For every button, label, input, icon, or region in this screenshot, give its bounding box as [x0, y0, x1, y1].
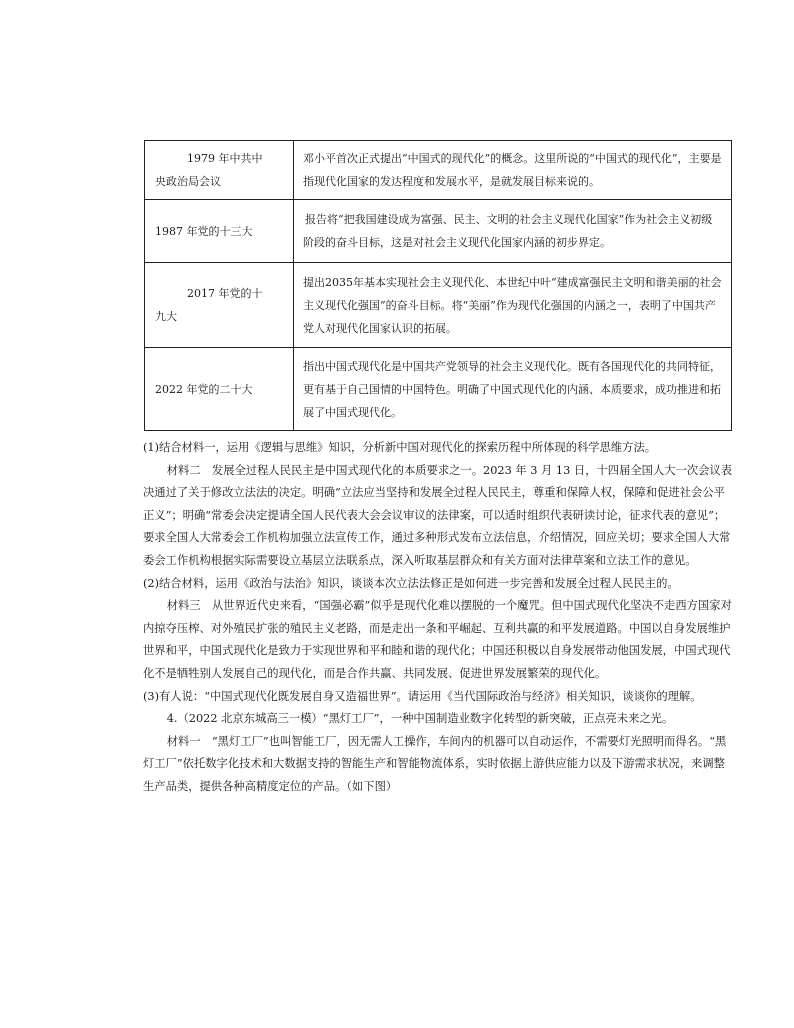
history-table	[144, 140, 732, 431]
table-cell-desc: 指出中国式现代化是中国共产党领导的社会主义现代化。既有各国现代化的共同特征，更有基于自己国情的中国特色。明确了中国式现代化的内涵、本质要求，成功推进和拓展了中国式现代化。	[294, 348, 732, 431]
desc-text: 报告将“把我国建设成为富强、民主、文明的社会主义现代化国家”作为社会主义初级阶段的奋斗目标，这是对社会主义现代化国家内涵的初步界定。	[303, 213, 713, 249]
time-line2: 九大	[155, 310, 177, 323]
material-3: 材料三 从世界近代史来看，“国强必霸”似乎是现代化难以摆脱的一个魔咒。但中国式现代化坚决不走西方国家对内掠夺压榨、对外殖民扩张的殖民主义老路，而是走出一条和平崛起、互利共赢的和平发展道路。中国以自身发展维护世界和平，中国式现代化是致力于实现世界和平和睦和谐的现代化；中国还积极以自身发展带动他国发展，中国式现代化不是牺牲别人发展自己的现代化，而是合作共赢、共同发展、促进世界发展繁荣的现代化。	[143, 599, 732, 680]
question-3: (3)有人说：“中国式现代化既发展自身又造福世界”。请运用《当代国际政治与经济》相关知识，谈谈你的理解。	[143, 689, 702, 703]
question-body	[143, 437, 735, 799]
table-row	[145, 200, 732, 263]
table-row	[145, 263, 732, 348]
table-row	[145, 348, 732, 431]
material-2: 材料二 发展全过程人民民主是中国式现代化的本质要求之一。2023 年 3 月 13 日，十四届全国人大一次会议表决通过了关于修改立法法的决定。明确“立法应当坚持和发展全过程人民民主，尊重和保障人权，保障和促进社会公平正义”；明确“常委会决定提请全国人民代表大会会议审议的法律案，可以适时组织代表研读讨论，征求代表的意见”；要求全国人大常委会工作机构加强立法宣传工作，通过多种形式发布立法信息，介绍情况，回应关切；要求全国人大常委会工作机构根据实际需要设立基层立法联系点，深入听取基层群众和有关方面对法律草案和立法工作的意见。	[143, 463, 733, 567]
time-line2: 央政治局会议	[155, 175, 221, 188]
table-cell-time: 2022 年党的二十大	[145, 348, 294, 431]
table-cell-desc	[294, 200, 732, 263]
time-line1: 1979 年中共中	[187, 152, 263, 165]
table-cell-time	[145, 263, 294, 348]
item-4-heading: 4.（2022 北京东城高三一模）“黑灯工厂”，一种中国制造业数字化转型的新突破，正点亮未来之光。	[166, 712, 674, 726]
table-cell-desc: 邓小平首次正式提出“中国式的现代化”的概念。这里所说的“中国式的现代化”，主要是指现代化国家的发达程度和发展水平，是就发展目标来说的。	[294, 141, 732, 200]
question-2: (2)结合材料，运用《政治与法治》知识，谈谈本次立法法修正是如何进一步完善和发展全过程人民民主的。	[143, 576, 679, 590]
table-row	[145, 141, 732, 200]
time-line1: 2017 年党的十	[187, 287, 263, 300]
question-1: (1)结合材料一，运用《逻辑与思维》知识，分析新中国对现代化的探索历程中所体现的科学思维方法。	[143, 441, 657, 454]
table-cell-time: 1987 年党的十三大	[145, 200, 294, 263]
table-cell-desc: 提出2035年基本实现社会主义现代化、本世纪中叶“建成富强民主文明和谐美丽的社会主义现代化强国”的奋斗目标。将“美丽”作为现代化强国的内涵之一，表明了中国共产党人对现代化国家认识的拓展。	[294, 263, 732, 348]
material-1: 材料一 “黑灯工厂”也叫智能工厂，因无需人工操作，车间内的机器可以自动运作，不需要灯光照明而得名。“黑灯工厂”依托数字化技术和大数据支持的智能生产和智能物流体系，实时依据上游供应能力以及下游需求状况，来调整生产品类，提供各种高精度定位的产品。（如下图）	[143, 734, 727, 793]
table-cell-time	[145, 141, 294, 200]
